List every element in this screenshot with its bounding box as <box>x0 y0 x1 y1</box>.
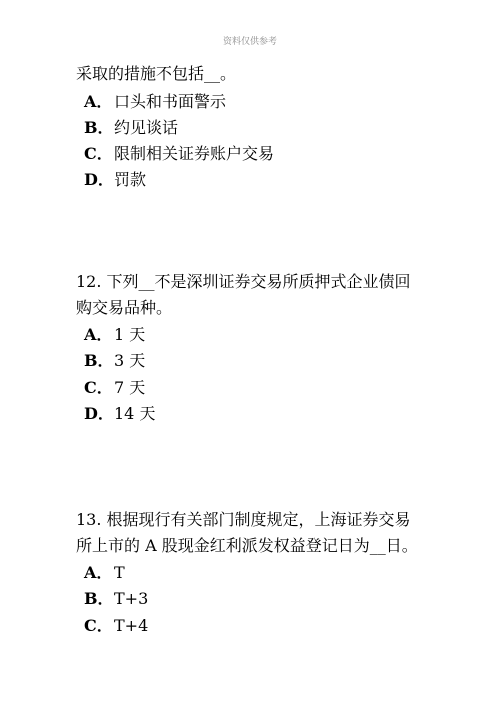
question-13-stem-line1: 13. 根据现行有关部门制度规定，上海证券交易 <box>76 510 411 529</box>
option-b <box>84 351 145 371</box>
option-text: 约见谈话 <box>114 118 179 137</box>
option-text: T+4 <box>114 616 149 635</box>
option-letter: B． <box>84 589 114 608</box>
option-c <box>84 144 274 164</box>
header-watermark: 资料仅供参考 <box>222 37 277 47</box>
option-text: 限制相关证券账户交易 <box>114 144 275 163</box>
option-letter: C． <box>84 378 113 397</box>
option-letter: B． <box>84 118 114 137</box>
option-text: 14 天 <box>114 404 156 423</box>
option-letter: D． <box>84 404 114 423</box>
option-text: 罚款 <box>114 170 147 189</box>
option-letter: A． <box>84 325 113 344</box>
option-b <box>84 118 178 138</box>
option-b <box>84 589 148 609</box>
option-letter: B． <box>84 351 114 370</box>
option-a <box>84 563 125 583</box>
option-a <box>84 92 226 112</box>
option-d <box>84 170 146 190</box>
question-12-stem-line1: 12. 下列__不是深圳证券交易所质押式企业债回 <box>76 272 411 291</box>
option-c <box>84 616 148 636</box>
question-13-stem-line2: 所上市的 A 股现金红利派发权益登记日为__日。 <box>76 536 418 555</box>
option-d <box>84 404 155 424</box>
option-letter: A． <box>84 563 113 582</box>
option-text: 7 天 <box>114 378 146 397</box>
option-a <box>84 325 145 345</box>
option-text: 口头和书面警示 <box>114 92 227 111</box>
question-stem: 采取的措施不包括__。 <box>76 64 237 83</box>
option-text: 1 天 <box>114 325 146 344</box>
option-letter: A． <box>84 92 113 111</box>
option-c <box>84 378 145 398</box>
option-text: T+3 <box>114 589 149 608</box>
option-letter: C． <box>84 616 113 635</box>
option-letter: C． <box>84 144 113 163</box>
option-text: 3 天 <box>114 351 146 370</box>
option-text: T <box>114 563 125 582</box>
question-12-stem-line2: 购交易品种。 <box>76 298 173 317</box>
option-letter: D． <box>84 170 114 189</box>
